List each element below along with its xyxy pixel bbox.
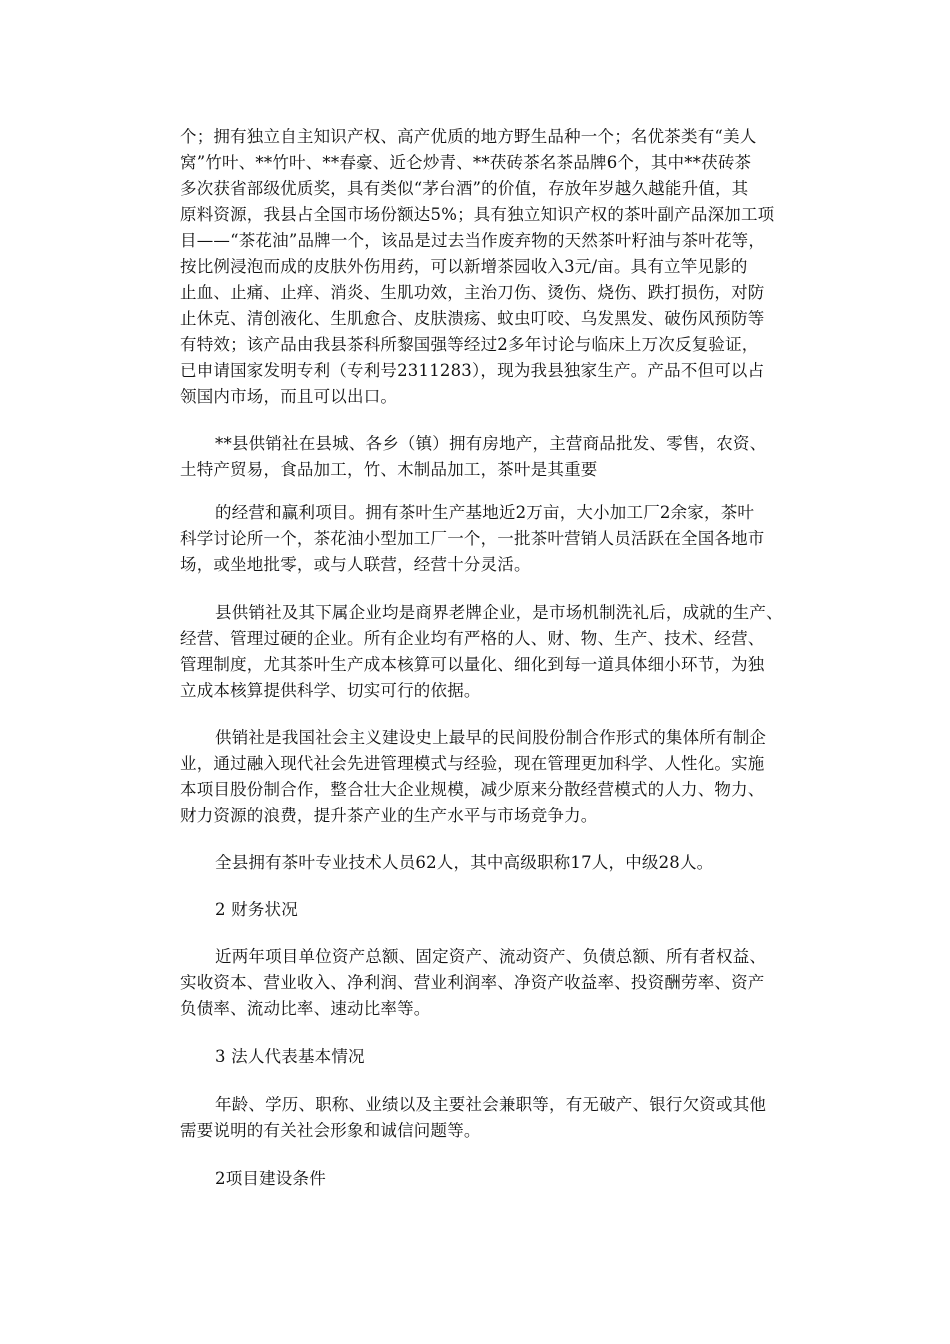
text-line: 有特效；该产品由我县茶科所黎国强等经过2多年讨论与临床上万次反复验证，: [180, 335, 759, 354]
text-line: 管理制度，尤其茶叶生产成本核算可以量化、细化到每一道具体细小环节，为独: [180, 655, 765, 674]
section-heading: 3 法人代表基本情况: [215, 1047, 365, 1066]
text-line: 领国内市场，而且可以出口。: [180, 387, 398, 406]
text-line: 科学讨论所一个，茶花油小型加工厂一个，一批茶叶营销人员活跃在全国各地市: [180, 529, 765, 548]
text-line: 财力资源的浪费，提升茶产业的生产水平与市场竞争力。: [180, 806, 598, 825]
text-line: 按比例浸泡而成的皮肤外伤用药，可以新增茶园收入3元/亩。具有立竿见影的: [180, 257, 748, 276]
text-line: 场，或坐地批零，或与人联营，经营十分灵活。: [180, 555, 531, 574]
text-line: 负债率、流动比率、速动比率等。: [180, 999, 431, 1018]
text-line: 近两年项目单位资产总额、固定资产、流动资产、负债总额、所有者权益、: [215, 947, 767, 966]
text-line: 止血、止痛、止痒、消炎、生肌功效，主治刀伤、烫伤、烧伤、跌打损伤，对防: [180, 283, 765, 302]
text-line: 窝”竹叶、**竹叶、**春豪、近仑炒青、**茯砖茶名茶品牌6个，其中**茯砖茶: [180, 153, 752, 172]
text-line: 已申请国家发明专利（专利号2311283），现为我县独家生产。产品不但可以占: [180, 361, 765, 380]
text-line: 全县拥有茶叶专业技术人员62人，其中高级职称17人，中级28人。: [215, 853, 714, 872]
text-line: 本项目股份制合作，整合壮大企业规模，减少原来分散经营模式的人力、物力、: [180, 780, 765, 799]
text-line: 原料资源，我县占全国市场份额达5%；具有独立知识产权的茶叶副产品深加工项: [180, 205, 775, 224]
text-line: 业，通过融入现代社会先进管理模式与经验，现在管理更加科学、人性化。实施: [180, 754, 765, 773]
text-line: 个；拥有独立自主知识产权、高产优质的地方野生品种一个；名优茶类有“美人: [180, 127, 757, 146]
text-line: 供销社是我国社会主义建设史上最早的民间股份制合作形式的集体所有制企: [215, 728, 767, 747]
text-line: 多次获省部级优质奖，具有类似“茅台酒”的价值，存放年岁越久越能升值，其: [180, 179, 749, 198]
section-heading: 2 财务状况: [215, 900, 298, 919]
text-line: 县供销社及其下属企业均是商界老牌企业，是市场机制洗礼后，成就的生产、: [215, 603, 783, 622]
text-line: 立成本核算提供科学、切实可行的依据。: [180, 681, 481, 700]
text-line: 年龄、学历、职称、业绩以及主要社会兼职等，有无破产、银行欠资或其他: [215, 1095, 767, 1114]
section-heading: 2项目建设条件: [215, 1169, 326, 1188]
text-line: 实收资本、营业收入、净利润、营业利润率、净资产收益率、投资酬劳率、资产: [180, 973, 765, 992]
text-line: 的经营和赢利项目。拥有茶叶生产基地近2万亩，大小加工厂2余家，茶叶: [215, 503, 755, 522]
text-line: 目——“茶花油”品牌一个，该品是过去当作废弃物的天然茶叶籽油与茶叶花等，: [180, 231, 766, 250]
text-line: **县供销社在县城、各乡（镇）拥有房地产，主营商品批发、零售，农资、: [215, 434, 767, 453]
text-line: 经营、管理过硬的企业。所有企业均有严格的人、财、物、生产、技术、经营、: [180, 629, 765, 648]
text-line: 止休克、清创液化、生肌愈合、皮肤溃疡、蚊虫叮咬、乌发黑发、破伤风预防等: [180, 309, 765, 328]
text-line: 土特产贸易，食品加工，竹、木制品加工，茶叶是其重要: [180, 460, 598, 479]
text-line: 需要说明的有关社会形象和诚信问题等。: [180, 1121, 481, 1140]
